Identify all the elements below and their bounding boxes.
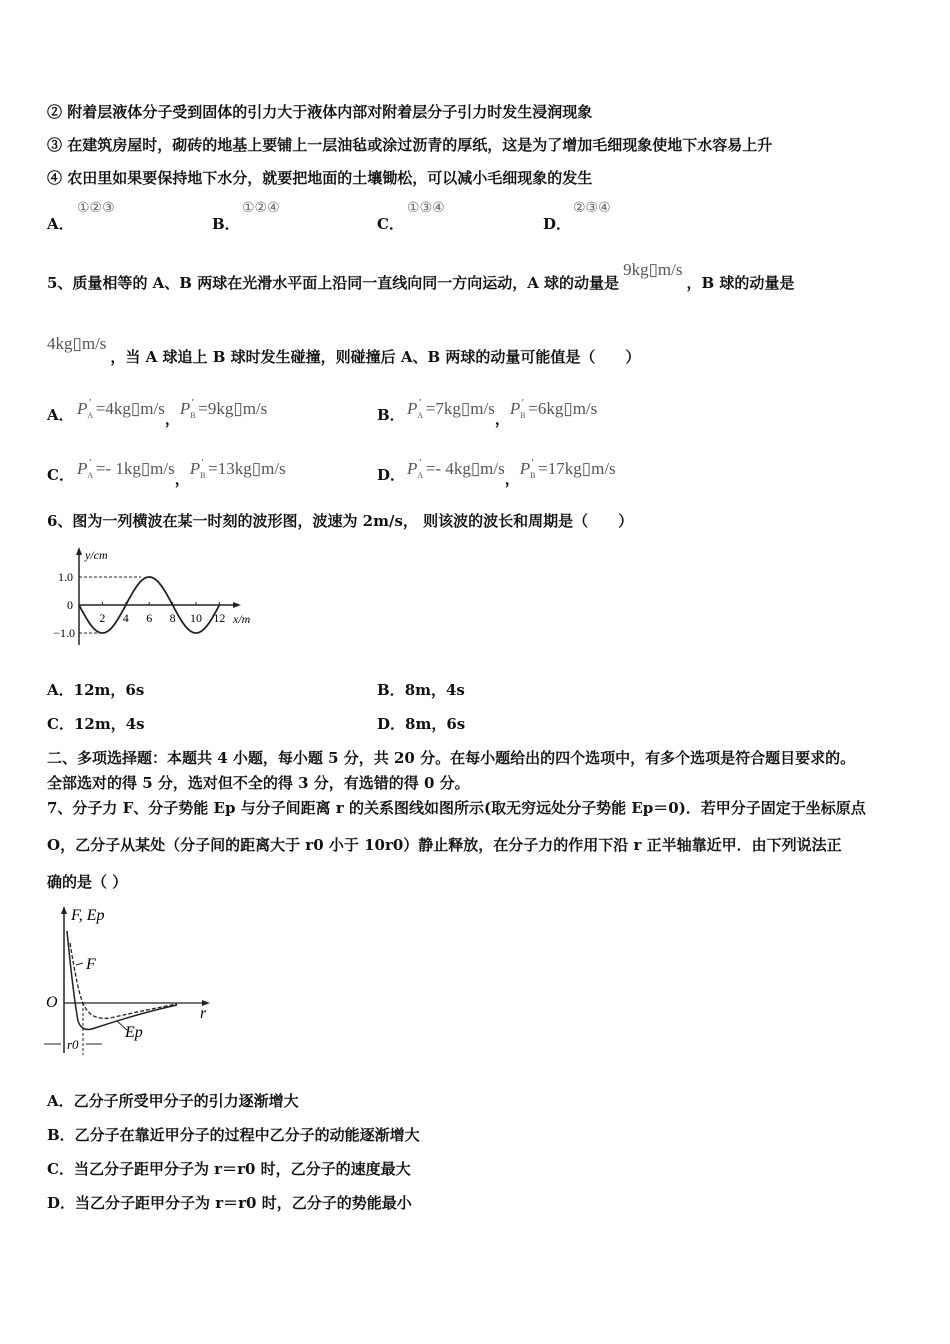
- origin-label: O: [46, 994, 58, 1011]
- label: A．: [47, 681, 74, 699]
- q5-line-2: [47, 334, 641, 367]
- q5-option-values: [407, 393, 597, 430]
- y-tick: 0: [67, 598, 73, 612]
- pb-symbol: P: [509, 399, 521, 418]
- x-arrow: [233, 602, 241, 608]
- wave-graph: [45, 545, 260, 653]
- q7-option-c: C．当乙分子距甲分子为 r＝r0 时，乙分子的速度最大: [47, 1160, 411, 1178]
- option-label: A．: [47, 215, 74, 233]
- q7-line-3: 确的是（ ）: [47, 873, 128, 891]
- q5-text-2: ，B 球的动量是: [686, 274, 795, 292]
- value: 8m，4s: [404, 681, 465, 699]
- q5-pa: 9kg▯m/s: [623, 260, 683, 279]
- q7-option-b: B．乙分子在靠近甲分子的过程中乙分子的动能逐渐增大: [47, 1126, 420, 1144]
- option-value: ①②④: [242, 200, 280, 216]
- q5-option-label: D．: [377, 466, 406, 484]
- option-label: [377, 680, 465, 700]
- f-pointer: [76, 963, 83, 965]
- q5-line-1: [47, 260, 795, 293]
- option-label: B．: [212, 215, 240, 233]
- value: 8m，6s: [405, 715, 466, 733]
- prime: ′: [419, 397, 422, 409]
- section-2-line-1: 二、多项选择题：本题共 4 小题，每小题 5 分，共 20 分。在每小题给出的四个选项中，有多个选项是符合题目要求的。: [47, 749, 856, 767]
- label: B．: [377, 681, 405, 699]
- prime: ′: [521, 397, 524, 409]
- q5-option-label: C．: [47, 466, 74, 484]
- pb-sub: B: [530, 471, 536, 480]
- force-energy-graph: [40, 903, 220, 1058]
- x-tick: 2: [99, 611, 106, 625]
- statement-4: ④ 农田里如果要保持地下水分，就要把地面的土壤锄松，可以减小毛细现象的发生: [47, 169, 593, 187]
- option-value: ①③④: [407, 200, 445, 216]
- pb-symbol: P: [179, 399, 191, 418]
- pa-value: =4kg▯m/s: [95, 399, 165, 418]
- value: 12m，6s: [73, 681, 145, 699]
- statement-2: ② 附着层液体分子受到固体的引力大于液体内部对附着层分子引力时发生浸润现象: [47, 103, 593, 121]
- prime: ′: [531, 457, 534, 469]
- prime: ′: [191, 397, 194, 409]
- prime: ′: [419, 457, 422, 469]
- pb-symbol: P: [189, 459, 201, 478]
- pa-sub: A: [87, 411, 94, 420]
- q5-option-label: B．: [377, 406, 405, 424]
- pa-sub: A: [87, 471, 94, 480]
- y-tick: −1.0: [53, 626, 75, 640]
- x-tick: 8: [169, 611, 176, 625]
- comma: ，: [494, 412, 510, 428]
- q5-option-label: A．: [47, 406, 74, 424]
- prime: ′: [201, 457, 204, 469]
- x-tick: 12: [213, 611, 226, 625]
- pb-sub: B: [190, 411, 196, 420]
- pa-symbol: P: [407, 459, 418, 478]
- option-label: [377, 714, 465, 734]
- value: 12m，4s: [73, 715, 145, 733]
- label: C．: [47, 715, 74, 733]
- pa-value: =7kg▯m/s: [425, 399, 495, 418]
- prime: ′: [89, 397, 92, 409]
- option-value: ②③④: [573, 200, 611, 216]
- x-tick: 10: [190, 611, 202, 625]
- pb-value: =17kg▯m/s: [538, 459, 616, 478]
- ep-label: Ep: [125, 1024, 143, 1041]
- pb-value: =13kg▯m/s: [208, 459, 286, 478]
- y-label: y/cm: [85, 548, 108, 562]
- x-label: x/m: [233, 612, 251, 626]
- pb-sub: B: [200, 471, 206, 480]
- q5-option-values: [407, 453, 616, 490]
- comma: ，: [174, 472, 190, 488]
- pa-symbol: P: [407, 399, 418, 418]
- pb-symbol: P: [519, 459, 531, 478]
- y-label: F, Ep: [71, 907, 105, 924]
- q7-option-a: A．乙分子所受甲分子的引力逐渐增大: [47, 1092, 299, 1110]
- pa-symbol: P: [77, 459, 88, 478]
- q7-line-2: O，乙分子从某处（分子间的距离大于 r0 小于 10r0）静止释放，在分子力的作用下沿 r 正半轴靠近甲．由下列说法正: [47, 836, 842, 854]
- f-curve: [70, 943, 177, 1018]
- q5-text-1: 5、质量相等的 A、B 两球在光滑水平面上沿同一直线向同一方向运动，A 球的动量是: [47, 274, 620, 292]
- option-value: ①②③: [77, 200, 115, 216]
- pb-value: =6kg▯m/s: [528, 399, 598, 418]
- f-label: F: [86, 956, 96, 973]
- option-label: D．: [543, 215, 572, 233]
- pa-sub: A: [417, 471, 424, 480]
- pa-value: =- 1kg▯m/s: [95, 459, 175, 478]
- x-tick: 4: [122, 611, 129, 625]
- q5-pb: 4kg▯m/s: [47, 334, 107, 353]
- label: D．: [377, 715, 406, 733]
- pa-sub: A: [417, 411, 424, 420]
- q5-option-values: [77, 453, 286, 490]
- pa-symbol: P: [77, 399, 88, 418]
- y-arrow: [61, 906, 67, 914]
- x-label: r: [200, 1005, 207, 1022]
- option-label: [47, 680, 144, 700]
- option-label: [47, 714, 145, 734]
- statement-3: ③ 在建筑房屋时，砌砖的地基上要铺上一层油毡或涂过沥青的厚纸，这是为了增加毛细现象使地下水容易上升: [47, 136, 773, 154]
- q6-text: 6、图为一列横波在某一时刻的波形图，波速为 2m/s， 则该波的波长和周期是（ ）: [47, 512, 634, 530]
- comma: ，: [164, 412, 180, 428]
- pb-sub: B: [520, 411, 526, 420]
- option-label: C．: [377, 215, 404, 233]
- q5-option-values: [77, 393, 267, 430]
- section-2-line-2: 全部选对的得 5 分，选对但不全的得 3 分，有选错的得 0 分。: [47, 774, 470, 792]
- comma: ，: [504, 472, 520, 488]
- q7-line-1: 7、分子力 F、分子势能 Ep 与分子间距离 r 的关系图线如图所示(取无穷远处分子势能 Ep＝0)．若甲分子固定于坐标原点: [47, 799, 866, 817]
- pb-value: =9kg▯m/s: [198, 399, 268, 418]
- q5-text-3: ，当 A 球追上 B 球时发生碰撞，则碰撞后 A、B 两球的动量可能值是（ ）: [110, 348, 641, 366]
- y-tick: 1.0: [58, 570, 73, 584]
- pa-value: =- 4kg▯m/s: [425, 459, 505, 478]
- y-arrow: [76, 547, 82, 555]
- r0-label: r0: [67, 1037, 79, 1052]
- prime: ′: [89, 457, 92, 469]
- x-tick: 6: [146, 611, 153, 625]
- q7-option-d: D．当乙分子距甲分子为 r＝r0 时，乙分子的势能最小: [47, 1194, 412, 1212]
